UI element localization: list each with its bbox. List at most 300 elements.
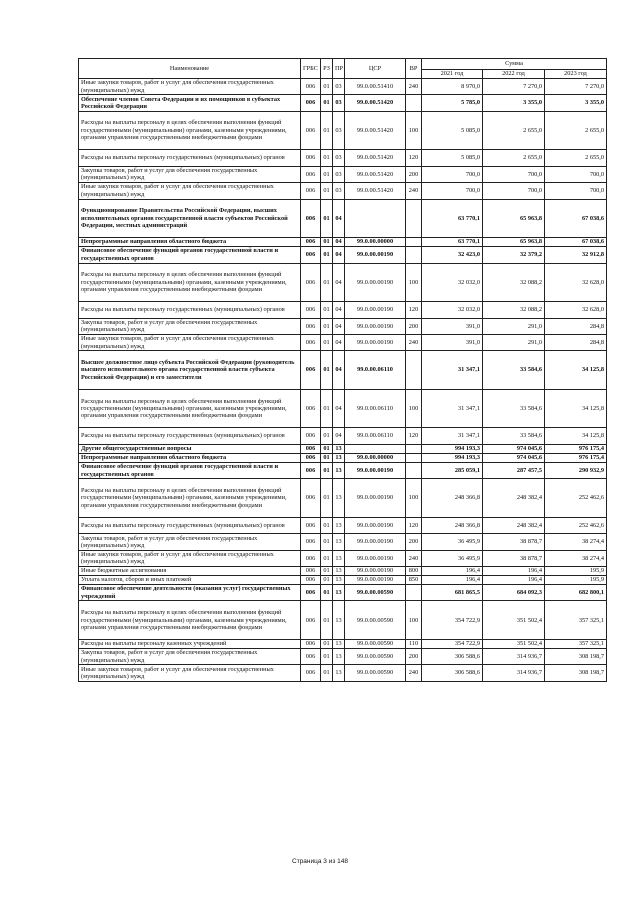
cell-vr <box>406 238 422 247</box>
cell-grbs: 006 <box>301 444 321 453</box>
table-row <box>79 79 607 95</box>
cell-vr: 120 <box>406 302 422 318</box>
cell-vr: 850 <box>406 576 422 585</box>
cell-sum-2021: 248 366,8 <box>422 517 483 533</box>
cell-pr: 13 <box>333 479 345 518</box>
header-csr: ЦСР <box>345 59 406 79</box>
cell-sum-2022: 314 936,7 <box>483 665 545 681</box>
cell-vr: 120 <box>406 428 422 444</box>
cell-pr: 13 <box>333 649 345 665</box>
cell-grbs: 006 <box>301 601 321 640</box>
cell-sum-2021: 63 770,1 <box>422 199 483 238</box>
cell-csr: 99.0.00.00190 <box>345 318 406 334</box>
cell-sum-2022: 7 270,0 <box>483 79 545 95</box>
cell-csr: 99.0.00.06110 <box>345 351 406 390</box>
cell-rz: 01 <box>321 318 333 334</box>
table-row <box>79 534 607 550</box>
cell-name: Расходы на выплаты персоналу государственных (муниципальных) органов <box>79 302 301 318</box>
cell-pr: 13 <box>333 567 345 576</box>
table-row <box>79 576 607 585</box>
cell-pr: 13 <box>333 585 345 601</box>
cell-rz: 01 <box>321 238 333 247</box>
cell-name: Закупка товаров, работ и услуг для обеспечения государственных (муниципальных) нужд <box>79 166 301 182</box>
cell-sum-2023: 32 628,0 <box>545 263 607 302</box>
cell-name: Иные закупки товаров, работ и услуг для обеспечения государственных (муниципальных) нужд <box>79 550 301 566</box>
cell-pr: 13 <box>333 453 345 462</box>
table-row <box>79 238 607 247</box>
cell-rz: 01 <box>321 665 333 681</box>
cell-csr: 99.0.00.51410 <box>345 79 406 95</box>
cell-csr: 99.0.00.00190 <box>345 263 406 302</box>
cell-csr: 99.0.00.00190 <box>345 247 406 263</box>
cell-vr: 120 <box>406 517 422 533</box>
table-row <box>79 318 607 334</box>
header-grbs: ГРБС <box>301 59 321 79</box>
cell-sum-2022: 700,0 <box>483 183 545 199</box>
cell-sum-2021: 5 785,0 <box>422 95 483 111</box>
cell-vr <box>406 453 422 462</box>
cell-csr: 99.0.00.00190 <box>345 576 406 585</box>
cell-name: Обеспечение членов Совета Федерации и их помощников в субъектах Российской Федерации <box>79 95 301 111</box>
cell-rz: 01 <box>321 567 333 576</box>
cell-sum-2022: 196,4 <box>483 576 545 585</box>
cell-rz: 01 <box>321 166 333 182</box>
cell-pr: 04 <box>333 351 345 390</box>
cell-pr: 03 <box>333 111 345 150</box>
cell-rz: 01 <box>321 199 333 238</box>
cell-csr: 99.0.00.51420 <box>345 150 406 166</box>
table-row <box>79 183 607 199</box>
cell-pr: 13 <box>333 576 345 585</box>
cell-csr: 99.0.00.00000 <box>345 453 406 462</box>
cell-vr <box>406 444 422 453</box>
cell-sum-2022: 65 963,8 <box>483 199 545 238</box>
cell-grbs: 006 <box>301 479 321 518</box>
cell-rz: 01 <box>321 550 333 566</box>
cell-name: Финансовое обеспечение функций органов государственной власти и государственных органов <box>79 462 301 478</box>
cell-pr: 13 <box>333 462 345 478</box>
cell-sum-2021: 391,0 <box>422 318 483 334</box>
cell-grbs: 006 <box>301 517 321 533</box>
header-year-2023: 2023 год <box>545 70 607 79</box>
cell-sum-2023: 700,0 <box>545 183 607 199</box>
cell-csr: 99.0.00.00190 <box>345 517 406 533</box>
budget-table <box>78 58 607 682</box>
header-sum: Сумма <box>422 59 607 70</box>
cell-rz: 01 <box>321 444 333 453</box>
cell-vr: 200 <box>406 166 422 182</box>
cell-pr: 04 <box>333 199 345 238</box>
cell-sum-2021: 5 085,0 <box>422 111 483 150</box>
cell-sum-2023: 290 932,9 <box>545 462 607 478</box>
cell-sum-2022: 32 379,2 <box>483 247 545 263</box>
cell-grbs: 006 <box>301 649 321 665</box>
table-row <box>79 640 607 649</box>
cell-rz: 01 <box>321 334 333 350</box>
cell-vr: 240 <box>406 665 422 681</box>
cell-sum-2022: 32 088,2 <box>483 263 545 302</box>
cell-rz: 01 <box>321 150 333 166</box>
cell-vr: 240 <box>406 79 422 95</box>
table-row <box>79 567 607 576</box>
table-row <box>79 517 607 533</box>
cell-grbs: 006 <box>301 428 321 444</box>
cell-sum-2023: 195,9 <box>545 576 607 585</box>
cell-sum-2021: 306 588,6 <box>422 665 483 681</box>
table-row <box>79 649 607 665</box>
cell-rz: 01 <box>321 302 333 318</box>
table-row <box>79 95 607 111</box>
cell-grbs: 006 <box>301 318 321 334</box>
cell-sum-2022: 974 045,6 <box>483 453 545 462</box>
cell-vr: 200 <box>406 318 422 334</box>
cell-pr: 13 <box>333 601 345 640</box>
cell-vr <box>406 351 422 390</box>
cell-rz: 01 <box>321 263 333 302</box>
cell-sum-2022: 38 878,7 <box>483 534 545 550</box>
cell-sum-2022: 291,0 <box>483 334 545 350</box>
cell-sum-2022: 684 092,3 <box>483 585 545 601</box>
cell-sum-2022: 2 655,0 <box>483 111 545 150</box>
cell-name: Финансовое обеспечение деятельности (оказания услуг) государственных учреждений <box>79 585 301 601</box>
cell-grbs: 006 <box>301 389 321 428</box>
cell-sum-2022: 974 045,6 <box>483 444 545 453</box>
cell-name: Другие общегосударственные вопросы <box>79 444 301 453</box>
cell-vr: 100 <box>406 263 422 302</box>
table-row <box>79 334 607 350</box>
cell-sum-2023: 284,8 <box>545 318 607 334</box>
cell-grbs: 006 <box>301 238 321 247</box>
cell-grbs: 006 <box>301 585 321 601</box>
table-row <box>79 479 607 518</box>
cell-sum-2021: 196,4 <box>422 567 483 576</box>
cell-sum-2021: 700,0 <box>422 166 483 182</box>
cell-sum-2021: 36 495,9 <box>422 550 483 566</box>
cell-name: Закупка товаров, работ и услуг для обеспечения государственных (муниципальных) нужд <box>79 318 301 334</box>
table-row <box>79 389 607 428</box>
table-row <box>79 550 607 566</box>
cell-sum-2021: 31 347,1 <box>422 389 483 428</box>
cell-pr: 13 <box>333 444 345 453</box>
cell-name: Расходы на выплаты персоналу в целях обеспечения выполнения функций государственными (муниципальными) органами, казенными учреждениями, органами управления государственными внебюджетными фондами <box>79 479 301 518</box>
table-row <box>79 444 607 453</box>
cell-rz: 01 <box>321 183 333 199</box>
cell-name: Непрограммные направления областного бюджета <box>79 238 301 247</box>
cell-grbs: 006 <box>301 247 321 263</box>
cell-name: Иные закупки товаров, работ и услуг для обеспечения государственных (муниципальных) нужд <box>79 665 301 681</box>
budget-rows <box>79 79 607 682</box>
cell-name: Расходы на выплаты персоналу в целях обеспечения выполнения функций государственными (муниципальными) органами, казенными учреждениями, органами управления государственными внебюджетными фондами <box>79 263 301 302</box>
cell-rz: 01 <box>321 453 333 462</box>
cell-csr <box>345 199 406 238</box>
cell-pr: 13 <box>333 665 345 681</box>
cell-vr <box>406 199 422 238</box>
cell-vr: 110 <box>406 640 422 649</box>
cell-sum-2023: 284,8 <box>545 334 607 350</box>
cell-sum-2021: 306 588,6 <box>422 649 483 665</box>
cell-sum-2022: 33 584,6 <box>483 389 545 428</box>
cell-sum-2023: 252 462,6 <box>545 517 607 533</box>
cell-sum-2023: 34 125,8 <box>545 428 607 444</box>
cell-pr: 04 <box>333 247 345 263</box>
cell-sum-2021: 31 347,1 <box>422 351 483 390</box>
table-row <box>79 166 607 182</box>
cell-sum-2023: 252 462,6 <box>545 479 607 518</box>
cell-sum-2022: 700,0 <box>483 166 545 182</box>
cell-grbs: 006 <box>301 351 321 390</box>
table-row <box>79 111 607 150</box>
cell-sum-2023: 976 175,4 <box>545 453 607 462</box>
cell-name: Расходы на выплаты персоналу казенных учреждений <box>79 640 301 649</box>
cell-csr: 99.0.00.06110 <box>345 389 406 428</box>
table-row <box>79 199 607 238</box>
cell-csr: 99.0.00.00000 <box>345 238 406 247</box>
cell-rz: 01 <box>321 111 333 150</box>
cell-pr: 04 <box>333 428 345 444</box>
cell-csr: 99.0.00.00190 <box>345 479 406 518</box>
cell-sum-2022: 196,4 <box>483 567 545 576</box>
cell-grbs: 006 <box>301 111 321 150</box>
cell-name: Закупка товаров, работ и услуг для обеспечения государственных (муниципальных) нужд <box>79 649 301 665</box>
cell-sum-2023: 2 655,0 <box>545 150 607 166</box>
cell-rz: 01 <box>321 534 333 550</box>
cell-sum-2022: 314 936,7 <box>483 649 545 665</box>
cell-sum-2021: 248 366,8 <box>422 479 483 518</box>
cell-pr: 03 <box>333 150 345 166</box>
cell-sum-2021: 285 059,1 <box>422 462 483 478</box>
cell-sum-2021: 63 770,1 <box>422 238 483 247</box>
cell-sum-2022: 248 382,4 <box>483 479 545 518</box>
cell-sum-2023: 308 198,7 <box>545 665 607 681</box>
cell-name: Расходы на выплаты персоналу государственных (муниципальных) органов <box>79 517 301 533</box>
cell-sum-2023: 3 355,0 <box>545 95 607 111</box>
header-year-2022: 2022 год <box>483 70 545 79</box>
cell-csr: 99.0.00.51420 <box>345 95 406 111</box>
cell-pr: 03 <box>333 79 345 95</box>
cell-csr: 99.0.00.00190 <box>345 462 406 478</box>
cell-name: Иные закупки товаров, работ и услуг для обеспечения государственных (муниципальных) нужд <box>79 183 301 199</box>
cell-name: Иные бюджетные ассигнования <box>79 567 301 576</box>
cell-csr: 99.0.00.00590 <box>345 665 406 681</box>
table-row <box>79 601 607 640</box>
header-rz: РЗ <box>321 59 333 79</box>
cell-vr <box>406 462 422 478</box>
cell-grbs: 006 <box>301 199 321 238</box>
cell-csr: 99.0.00.00190 <box>345 302 406 318</box>
cell-rz: 01 <box>321 585 333 601</box>
cell-sum-2021: 354 722,9 <box>422 601 483 640</box>
cell-rz: 01 <box>321 601 333 640</box>
cell-pr: 04 <box>333 334 345 350</box>
cell-sum-2022: 3 355,0 <box>483 95 545 111</box>
cell-rz: 01 <box>321 247 333 263</box>
cell-rz: 01 <box>321 517 333 533</box>
cell-grbs: 006 <box>301 453 321 462</box>
cell-sum-2021: 700,0 <box>422 183 483 199</box>
cell-sum-2021: 391,0 <box>422 334 483 350</box>
cell-sum-2022: 351 502,4 <box>483 640 545 649</box>
cell-rz: 01 <box>321 351 333 390</box>
cell-sum-2021: 32 032,0 <box>422 263 483 302</box>
cell-csr: 99.0.00.51420 <box>345 183 406 199</box>
cell-pr: 03 <box>333 95 345 111</box>
table-row <box>79 585 607 601</box>
cell-sum-2021: 681 865,5 <box>422 585 483 601</box>
header-year-2021: 2021 год <box>422 70 483 79</box>
cell-name: Расходы на выплаты персоналу в целях обеспечения выполнения функций государственными (муниципальными) органами, казенными учреждениями, органами управления государственными внебюджетными фондами <box>79 389 301 428</box>
cell-sum-2023: 308 198,7 <box>545 649 607 665</box>
table-row <box>79 428 607 444</box>
cell-sum-2021: 32 032,0 <box>422 302 483 318</box>
cell-sum-2021: 354 722,9 <box>422 640 483 649</box>
table-row <box>79 665 607 681</box>
table-row <box>79 453 607 462</box>
cell-pr: 03 <box>333 183 345 199</box>
cell-sum-2023: 38 274,4 <box>545 534 607 550</box>
cell-name: Закупка товаров, работ и услуг для обеспечения государственных (муниципальных) нужд <box>79 534 301 550</box>
cell-sum-2023: 67 038,6 <box>545 238 607 247</box>
cell-name: Функционирование Правительства Российской Федерации, высших исполнительных органов государственной власти субъектов Российской Федерации, местных администраций <box>79 199 301 238</box>
cell-sum-2021: 32 423,0 <box>422 247 483 263</box>
cell-vr: 120 <box>406 150 422 166</box>
cell-vr: 800 <box>406 567 422 576</box>
cell-csr: 99.0.00.00190 <box>345 567 406 576</box>
cell-grbs: 006 <box>301 166 321 182</box>
cell-vr: 100 <box>406 389 422 428</box>
cell-sum-2022: 287 457,5 <box>483 462 545 478</box>
cell-csr <box>345 444 406 453</box>
cell-sum-2022: 33 584,6 <box>483 351 545 390</box>
cell-sum-2023: 67 038,6 <box>545 199 607 238</box>
cell-name: Расходы на выплаты персоналу государственных (муниципальных) органов <box>79 150 301 166</box>
cell-csr: 99.0.00.51420 <box>345 111 406 150</box>
cell-sum-2021: 994 193,3 <box>422 444 483 453</box>
cell-vr: 240 <box>406 183 422 199</box>
cell-sum-2023: 32 912,8 <box>545 247 607 263</box>
cell-sum-2022: 32 088,2 <box>483 302 545 318</box>
table-row <box>79 351 607 390</box>
cell-name: Высшее должностное лицо субъекта Российской Федерации (руководитель высшего исполнительного органа государственной власти субъекта Российской Федерации) и его заместители <box>79 351 301 390</box>
cell-rz: 01 <box>321 479 333 518</box>
cell-vr: 200 <box>406 649 422 665</box>
cell-rz: 01 <box>321 79 333 95</box>
cell-vr: 100 <box>406 601 422 640</box>
cell-grbs: 006 <box>301 576 321 585</box>
cell-vr: 240 <box>406 550 422 566</box>
cell-rz: 01 <box>321 649 333 665</box>
cell-name: Расходы на выплаты персоналу в целях обеспечения выполнения функций государственными (муниципальными) органами, казенными учреждениями, органами управления государственными внебюджетными фондами <box>79 601 301 640</box>
cell-sum-2023: 357 325,1 <box>545 640 607 649</box>
cell-sum-2023: 32 628,0 <box>545 302 607 318</box>
cell-vr <box>406 95 422 111</box>
cell-pr: 13 <box>333 534 345 550</box>
cell-sum-2023: 357 325,1 <box>545 601 607 640</box>
cell-pr: 13 <box>333 517 345 533</box>
cell-sum-2022: 291,0 <box>483 318 545 334</box>
cell-csr: 99.0.00.06110 <box>345 428 406 444</box>
cell-sum-2023: 700,0 <box>545 166 607 182</box>
cell-grbs: 006 <box>301 95 321 111</box>
cell-rz: 01 <box>321 428 333 444</box>
cell-sum-2023: 195,9 <box>545 567 607 576</box>
cell-csr: 99.0.00.51420 <box>345 166 406 182</box>
header-pr: ПР <box>333 59 345 79</box>
cell-pr: 04 <box>333 389 345 428</box>
cell-sum-2021: 5 085,0 <box>422 150 483 166</box>
cell-vr <box>406 247 422 263</box>
cell-csr: 99.0.00.00190 <box>345 334 406 350</box>
cell-name: Финансовое обеспечение функций органов государственной власти и государственных органов <box>79 247 301 263</box>
cell-sum-2022: 2 655,0 <box>483 150 545 166</box>
cell-grbs: 006 <box>301 567 321 576</box>
cell-csr: 99.0.00.00590 <box>345 649 406 665</box>
cell-pr: 13 <box>333 640 345 649</box>
cell-csr: 99.0.00.00590 <box>345 640 406 649</box>
cell-sum-2023: 38 274,4 <box>545 550 607 566</box>
table-row <box>79 302 607 318</box>
cell-name: Расходы на выплаты персоналу в целях обеспечения выполнения функций государственными (муниципальными) органами, казенными учреждениями, органами управления государственными внебюджетными фондами <box>79 111 301 150</box>
cell-grbs: 006 <box>301 462 321 478</box>
cell-rz: 01 <box>321 576 333 585</box>
cell-sum-2023: 7 270,0 <box>545 79 607 95</box>
cell-vr: 200 <box>406 534 422 550</box>
cell-grbs: 006 <box>301 302 321 318</box>
cell-rz: 01 <box>321 389 333 428</box>
cell-grbs: 006 <box>301 150 321 166</box>
cell-vr <box>406 585 422 601</box>
cell-name: Уплата налогов, сборов и иных платежей <box>79 576 301 585</box>
cell-vr: 240 <box>406 334 422 350</box>
cell-sum-2022: 248 382,4 <box>483 517 545 533</box>
cell-sum-2023: 34 125,8 <box>545 389 607 428</box>
cell-pr: 03 <box>333 166 345 182</box>
cell-name: Непрограммные направления областного бюджета <box>79 453 301 462</box>
cell-vr: 100 <box>406 479 422 518</box>
cell-name: Иные закупки товаров, работ и услуг для обеспечения государственных (муниципальных) нужд <box>79 79 301 95</box>
cell-pr: 04 <box>333 302 345 318</box>
table-row <box>79 462 607 478</box>
cell-grbs: 006 <box>301 334 321 350</box>
cell-sum-2022: 38 878,7 <box>483 550 545 566</box>
cell-grbs: 006 <box>301 534 321 550</box>
cell-pr: 04 <box>333 263 345 302</box>
cell-sum-2022: 351 502,4 <box>483 601 545 640</box>
header-vr: ВР <box>406 59 422 79</box>
cell-sum-2023: 34 125,8 <box>545 351 607 390</box>
header-name: Наименование <box>79 59 301 79</box>
cell-csr: 99.0.00.00590 <box>345 585 406 601</box>
budget-page <box>78 58 606 682</box>
cell-grbs: 006 <box>301 263 321 302</box>
cell-sum-2022: 33 584,6 <box>483 428 545 444</box>
cell-csr: 99.0.00.00590 <box>345 601 406 640</box>
cell-grbs: 006 <box>301 550 321 566</box>
table-row <box>79 150 607 166</box>
cell-pr: 13 <box>333 550 345 566</box>
cell-pr: 04 <box>333 238 345 247</box>
cell-sum-2022: 65 963,8 <box>483 238 545 247</box>
cell-sum-2021: 994 193,3 <box>422 453 483 462</box>
cell-rz: 01 <box>321 640 333 649</box>
cell-grbs: 006 <box>301 665 321 681</box>
table-row <box>79 247 607 263</box>
cell-grbs: 006 <box>301 640 321 649</box>
cell-sum-2023: 682 800,1 <box>545 585 607 601</box>
cell-grbs: 006 <box>301 183 321 199</box>
cell-rz: 01 <box>321 95 333 111</box>
cell-sum-2021: 36 495,9 <box>422 534 483 550</box>
page-number: Страница 3 из 148 <box>292 858 348 865</box>
